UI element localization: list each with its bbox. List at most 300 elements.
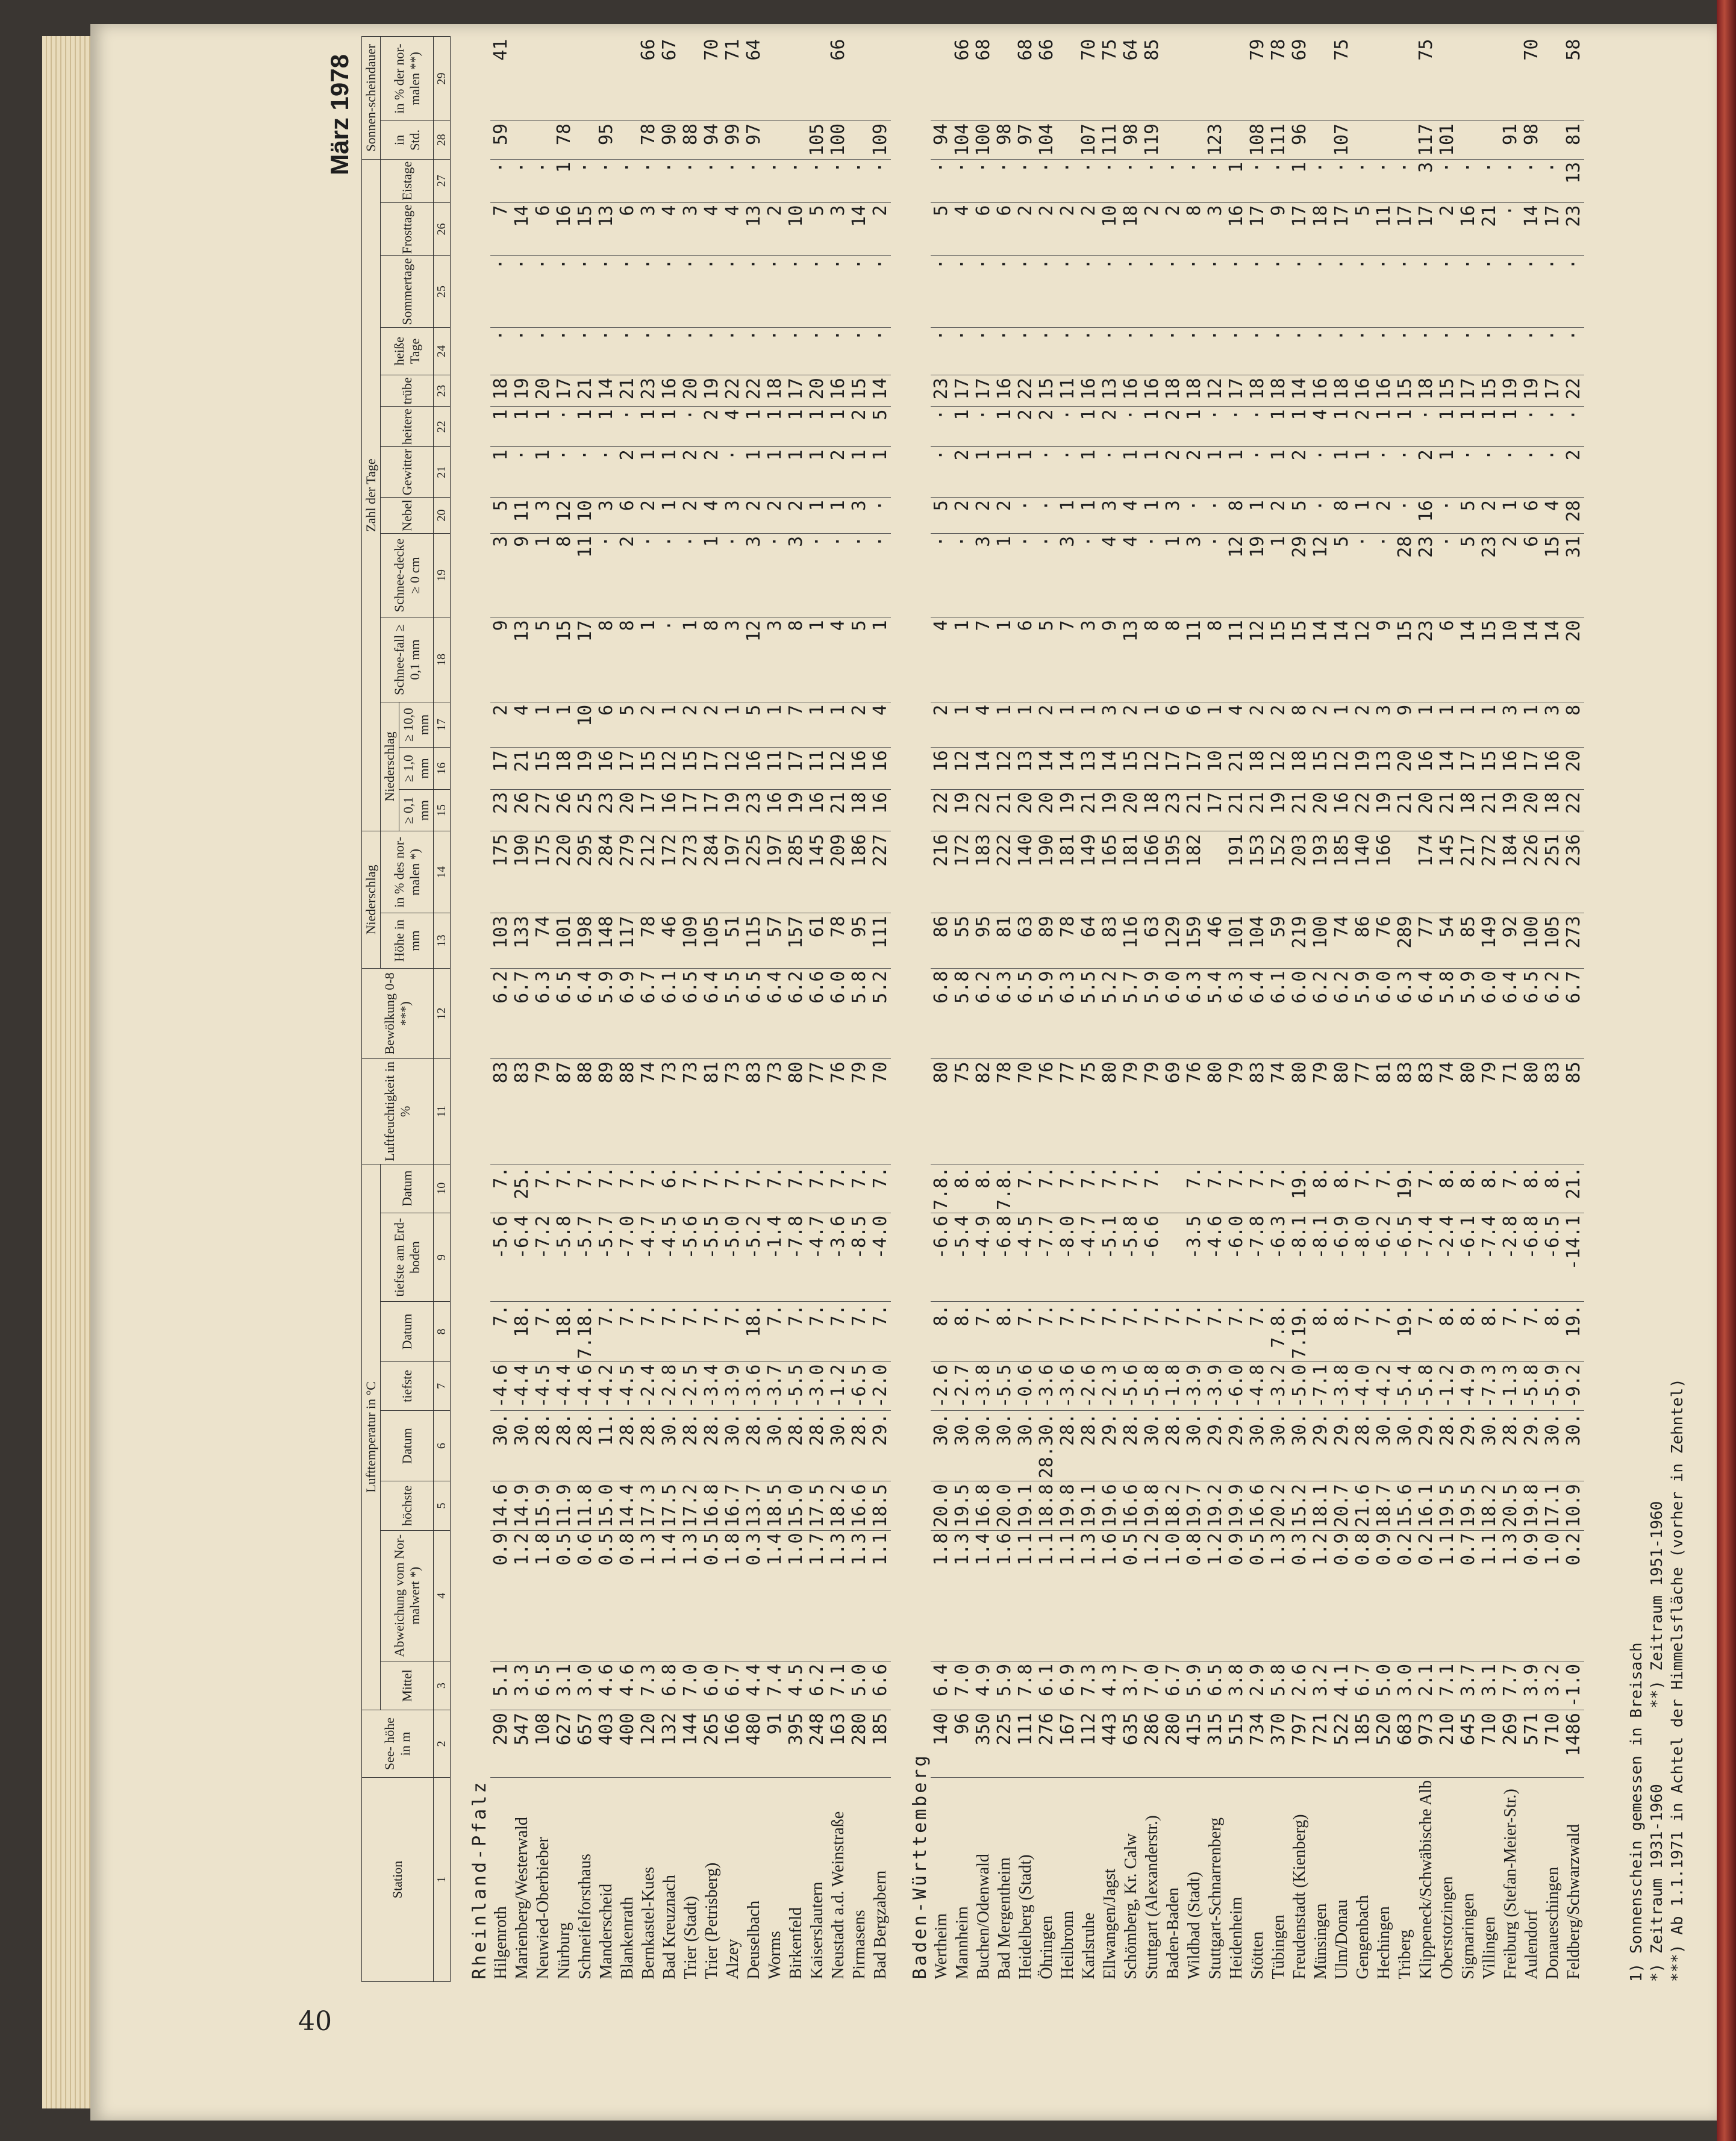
table-cell: 1 <box>1078 407 1099 447</box>
table-cell: 1 <box>1500 498 1521 534</box>
table-cell: 23 <box>596 789 617 831</box>
header-p01: ≥ 0,1 mm <box>399 789 434 831</box>
table-cell: 75 <box>1078 1059 1099 1164</box>
table-row <box>1352 37 1373 1982</box>
table-cell: 18 <box>1120 202 1141 256</box>
table-cell: · <box>1226 256 1247 327</box>
table-cell: 13 <box>1120 617 1141 702</box>
table-cell: 6.3 <box>532 968 554 1059</box>
station-name: Ellwangen/Jagst <box>1100 1868 1119 1980</box>
table-cell: 7. <box>1247 1302 1268 1361</box>
table-cell: · <box>659 617 680 702</box>
table-cell: · <box>1394 159 1416 202</box>
table-cell: 8. <box>994 1302 1015 1361</box>
table-cell: · <box>1289 256 1310 327</box>
table-cell: 75 <box>1099 37 1120 121</box>
table-cell: 480 <box>743 1710 764 1778</box>
table-cell: 6.4 <box>575 968 596 1059</box>
table-cell: 3 <box>1542 702 1563 748</box>
table-cell: 3.9 <box>1521 1661 1542 1710</box>
table-cell: 11 <box>511 498 532 534</box>
table-cell: 73 <box>680 1059 701 1164</box>
table-cell: 7. <box>1141 1164 1163 1213</box>
header-date-lowest: Datum <box>381 1302 434 1361</box>
table-cell: 193 <box>1310 831 1331 913</box>
table-cell: 14 <box>596 375 617 407</box>
table-row <box>532 37 554 1982</box>
table-cell: · <box>1057 327 1078 375</box>
table-cell <box>931 37 952 121</box>
table-cell: 198 <box>575 913 596 968</box>
table-cell: 28. <box>1163 1410 1184 1481</box>
table-cell: -4.5 <box>1015 1213 1036 1302</box>
table-cell: 3.1 <box>1479 1661 1500 1710</box>
table-cell: · <box>931 447 952 498</box>
table-cell: 13 <box>743 202 764 256</box>
header-sun-percent: in % der nor-malen **) <box>381 37 434 121</box>
table-cell: 185 <box>870 1710 891 1778</box>
table-cell: 7. <box>1184 1164 1205 1213</box>
table-cell: 3 <box>680 202 701 256</box>
table-row <box>1289 37 1310 1982</box>
table-cell: 522 <box>1331 1710 1352 1778</box>
column-number: 28 <box>434 120 451 159</box>
table-cell: · <box>701 256 722 327</box>
table-cell: 20 <box>807 375 828 407</box>
table-cell: 89 <box>596 1059 617 1164</box>
table-cell: · <box>1521 256 1542 327</box>
table-cell: 635 <box>1120 1710 1141 1778</box>
table-cell: 89 <box>1036 913 1057 968</box>
table-cell: 3 <box>828 202 849 256</box>
table-cell: · <box>994 159 1015 202</box>
column-number: 18 <box>434 617 451 702</box>
station-name: Heidelberg (Stadt) <box>1016 1854 1035 1980</box>
table-cell: 81 <box>1373 1059 1394 1164</box>
station-name: Aulendorf <box>1522 1910 1541 1980</box>
table-cell: 22 <box>722 375 743 407</box>
table-cell: 16 <box>1331 789 1352 831</box>
table-cell: · <box>575 256 596 327</box>
table-cell: 104 <box>1036 120 1057 159</box>
table-cell: 5.9 <box>1352 968 1373 1059</box>
table-cell: 1.0 <box>1163 1530 1184 1661</box>
table-cell: 166 <box>722 1710 743 1778</box>
table-cell: 22 <box>743 375 764 407</box>
table-row <box>1141 37 1163 1982</box>
table-cell: 6.4 <box>1247 968 1268 1059</box>
table-cell: 16 <box>1373 375 1394 407</box>
table-cell: 18 <box>554 748 575 790</box>
table-cell <box>575 120 596 159</box>
table-row <box>764 37 785 1982</box>
footnotes <box>1626 1378 1688 1982</box>
table-cell: 30. <box>1542 1410 1563 1481</box>
table-cell: 6.5 <box>554 968 575 1059</box>
table-cell: 16.8 <box>701 1481 722 1530</box>
table-cell: 140 <box>1352 831 1373 913</box>
table-cell: 7. <box>785 1302 807 1361</box>
table-cell: 3.2 <box>1542 1661 1563 1710</box>
table-cell: -6.5 <box>1394 1213 1416 1302</box>
table-cell: · <box>870 327 891 375</box>
table-cell: 734 <box>1247 1710 1268 1778</box>
table-cell: -2.7 <box>952 1361 973 1410</box>
table-cell: · <box>1310 159 1331 202</box>
table-cell: -2.6 <box>931 1361 952 1410</box>
table-cell: · <box>1078 159 1099 202</box>
column-number: 3 <box>434 1661 451 1710</box>
table-cell: 83 <box>1099 913 1120 968</box>
table-cell: 80 <box>1099 1059 1120 1164</box>
table-cell: -2.8 <box>659 1361 680 1410</box>
table-cell: -7.1 <box>1310 1361 1331 1410</box>
table-cell: 1 <box>828 702 849 748</box>
table-cell: 14 <box>1437 748 1458 790</box>
table-cell: 29. <box>1205 1410 1226 1481</box>
header-date-highest: Datum <box>381 1410 434 1481</box>
table-cell: 16 <box>1310 375 1331 407</box>
table-cell: 1.2 <box>1310 1530 1331 1661</box>
table-cell: 1.2 <box>1205 1530 1226 1661</box>
table-cell <box>511 120 532 159</box>
table-cell: 1 <box>764 702 785 748</box>
table-cell <box>785 120 807 159</box>
table-cell: -8.1 <box>1310 1213 1331 1302</box>
table-cell: 273 <box>1563 913 1584 968</box>
table-cell: 28. <box>785 1410 807 1481</box>
table-cell: 18.8 <box>1036 1481 1057 1530</box>
table-cell: 19 <box>952 789 973 831</box>
table-cell: 8 <box>1563 702 1584 748</box>
table-cell: 5.2 <box>1099 968 1120 1059</box>
table-cell: 284 <box>596 831 617 913</box>
table-cell: 70 <box>870 1059 891 1164</box>
table-cell: · <box>1036 256 1057 327</box>
table-cell: 3 <box>490 533 511 617</box>
table-cell: 30. <box>722 1410 743 1481</box>
table-cell: 17 <box>1394 202 1416 256</box>
table-cell: 69 <box>1289 37 1310 121</box>
table-cell: 3 <box>596 498 617 534</box>
table-cell: 19 <box>722 789 743 831</box>
table-cell: 3.7 <box>1458 1661 1479 1710</box>
station-name: Feldberg/Schwarzwald <box>1564 1824 1583 1980</box>
table-cell <box>596 37 617 121</box>
table-cell <box>1057 37 1078 121</box>
table-cell: 28. <box>617 1410 638 1481</box>
table-cell: 3 <box>785 533 807 617</box>
table-cell: 1.8 <box>931 1530 952 1661</box>
table-cell: 80 <box>1205 1059 1226 1164</box>
table-cell: 107 <box>1078 120 1099 159</box>
table-row <box>1310 37 1331 1982</box>
table-cell: 1 <box>1141 407 1163 447</box>
column-number: 16 <box>434 748 451 790</box>
table-cell: 95 <box>596 120 617 159</box>
table-cell: 7. <box>659 1302 680 1361</box>
table-cell: 6.5 <box>1521 968 1542 1059</box>
table-cell: 14.9 <box>511 1481 532 1530</box>
table-cell: 5 <box>1289 498 1310 534</box>
table-cell: 0.8 <box>1352 1530 1373 1661</box>
table-cell: 0.5 <box>1120 1530 1141 1661</box>
table-cell: 7. <box>1373 1302 1394 1361</box>
table-cell: 273 <box>680 831 701 913</box>
table-cell: 0.8 <box>617 1530 638 1661</box>
table-cell: 30. <box>1247 1410 1268 1481</box>
table-cell: -7.8 <box>1247 1213 1268 1302</box>
station-name: Tübingen <box>1269 1914 1288 1980</box>
table-cell: · <box>849 256 870 327</box>
table-cell: 1 <box>532 407 554 447</box>
table-cell: · <box>764 533 785 617</box>
table-cell: 7. <box>1373 1164 1394 1213</box>
table-cell: · <box>1521 159 1542 202</box>
table-cell: 14 <box>1289 375 1310 407</box>
table-cell: · <box>659 256 680 327</box>
table-cell: 10 <box>1099 202 1120 256</box>
table-cell: 1 <box>807 447 828 498</box>
table-cell: 109 <box>870 120 891 159</box>
header-precip-percent: in % des nor-malen *) <box>381 831 434 913</box>
table-cell: -5.7 <box>596 1213 617 1302</box>
table-cell: 15.0 <box>785 1481 807 1530</box>
station-name: Hilgenroth <box>491 1906 510 1980</box>
table-cell: -5.8 <box>1120 1213 1141 1302</box>
table-cell: 19 <box>785 789 807 831</box>
table-cell: 78 <box>638 120 659 159</box>
table-cell: 5.9 <box>1184 1661 1205 1710</box>
table-cell: 100 <box>828 120 849 159</box>
table-row <box>701 37 722 1982</box>
table-cell: 21 <box>828 789 849 831</box>
table-cell: 12 <box>554 498 575 534</box>
header-clear: heitere <box>381 407 434 447</box>
station-name: Donaueschingen <box>1543 1866 1562 1980</box>
table-cell: 3 <box>722 498 743 534</box>
table-cell: -4.2 <box>596 1361 617 1410</box>
table-cell: 7. <box>1099 1164 1120 1213</box>
header-p1: ≥ 1,0 mm <box>399 748 434 790</box>
table-cell: · <box>1310 327 1331 375</box>
table-cell: 5 <box>931 202 952 256</box>
table-cell: · <box>1015 159 1036 202</box>
table-cell: 30. <box>1563 1410 1584 1481</box>
page-number: 40 <box>298 2006 332 2037</box>
table-cell: 8. <box>1437 1164 1458 1213</box>
table-cell: 163 <box>828 1710 849 1778</box>
table-cell: 2 <box>785 498 807 534</box>
table-cell: 7. <box>1268 1164 1289 1213</box>
table-cell: 3 <box>1099 702 1120 748</box>
table-cell: 8. <box>952 1302 973 1361</box>
table-cell: 28. <box>680 1410 701 1481</box>
table-cell: 1.1 <box>1057 1530 1078 1661</box>
table-cell: 4.3 <box>1099 1661 1120 1710</box>
table-cell: 19.8 <box>1141 1481 1163 1530</box>
table-cell: 5 <box>1036 617 1057 702</box>
table-cell: 16 <box>931 748 952 790</box>
table-cell: 95 <box>849 913 870 968</box>
table-cell: 7. <box>680 1302 701 1361</box>
table-cell: 108 <box>1247 120 1268 159</box>
table-cell: 7. <box>1057 1164 1078 1213</box>
table-cell: 8. <box>1310 1302 1331 1361</box>
column-number: 8 <box>434 1302 451 1361</box>
table-cell: 14.6 <box>490 1481 511 1530</box>
table-cell: 2.1 <box>1416 1661 1437 1710</box>
table-cell: · <box>659 533 680 617</box>
table-cell: 6.6 <box>807 968 828 1059</box>
table-cell: 4 <box>701 498 722 534</box>
table-cell: · <box>1268 327 1289 375</box>
station-name: Münsingen <box>1311 1903 1330 1980</box>
table-cell: · <box>1226 327 1247 375</box>
station-name: Schneifelforsthaus <box>575 1854 595 1980</box>
table-cell: 8 <box>785 617 807 702</box>
table-cell: 12 <box>1226 533 1247 617</box>
table-cell: 0.2 <box>1394 1530 1416 1661</box>
table-cell: 12 <box>1310 533 1331 617</box>
table-cell: 18 <box>849 789 870 831</box>
table-cell: · <box>617 159 638 202</box>
table-cell: 21 <box>1226 789 1247 831</box>
table-cell: 2 <box>1120 702 1141 748</box>
table-cell: 17 <box>1184 748 1205 790</box>
table-cell <box>1163 120 1184 159</box>
table-cell <box>1479 37 1500 121</box>
table-cell: 2 <box>1563 447 1584 498</box>
table-cell: · <box>743 327 764 375</box>
column-number: 17 <box>434 702 451 748</box>
table-row <box>1416 37 1437 1982</box>
table-cell: 210 <box>1437 1710 1458 1778</box>
table-cell: 3 <box>1184 533 1205 617</box>
table-cell: 6.8 <box>931 968 952 1059</box>
table-cell: 165 <box>1099 831 1120 913</box>
table-cell: 21 <box>1184 789 1205 831</box>
table-cell: 11.9 <box>554 1481 575 1530</box>
table-cell: · <box>1542 256 1563 327</box>
table-cell: 14 <box>870 375 891 407</box>
table-cell: 68 <box>973 37 994 121</box>
table-cell: · <box>511 447 532 498</box>
table-cell: 4 <box>1310 407 1331 447</box>
table-cell: · <box>722 533 743 617</box>
table-cell: 88 <box>575 1059 596 1164</box>
table-cell: 30. <box>764 1410 785 1481</box>
table-cell: 184 <box>1500 831 1521 913</box>
table-cell: 140 <box>931 1710 952 1778</box>
table-cell: · <box>1458 447 1479 498</box>
table-cell: · <box>1205 256 1226 327</box>
table-cell: 97 <box>743 120 764 159</box>
table-cell: 83 <box>1416 1059 1437 1164</box>
table-cell <box>849 37 870 121</box>
station-name: Wildbad (Stadt) <box>1184 1872 1204 1980</box>
table-cell: 18 <box>1268 375 1289 407</box>
table-cell: 14 <box>1521 202 1542 256</box>
station-name: Freiburg (Stefan-Meier-Str.) <box>1500 1789 1520 1980</box>
table-cell: 6.3 <box>1394 968 1416 1059</box>
table-cell: 83 <box>511 1059 532 1164</box>
table-cell: 6.2 <box>1331 968 1352 1059</box>
table-cell: · <box>931 256 952 327</box>
table-cell: 17.1 <box>1542 1481 1563 1530</box>
table-cell: 15 <box>1479 748 1500 790</box>
table-cell: -2.4 <box>638 1361 659 1410</box>
table-cell: 175 <box>532 831 554 913</box>
table-row <box>1036 37 1057 1982</box>
table-cell: 16 <box>1078 375 1099 407</box>
table-cell: 3.1 <box>554 1661 575 1710</box>
table-cell: 8. <box>1331 1164 1352 1213</box>
table-cell: 79 <box>849 1059 870 1164</box>
table-cell: 112 <box>1078 1710 1099 1778</box>
table-cell: 6.5 <box>743 968 764 1059</box>
table-cell: 0.8 <box>1184 1530 1205 1661</box>
table-cell: 3 <box>1099 498 1120 534</box>
table-cell: 73 <box>764 1059 785 1164</box>
table-cell: 6.2 <box>785 968 807 1059</box>
table-cell: 181 <box>1057 831 1078 913</box>
table-cell: 74 <box>638 1059 659 1164</box>
header-snow-fall: Schnee-fall ≥ 0,1 mm <box>381 617 434 702</box>
table-cell: 167 <box>1057 1710 1078 1778</box>
table-cell: -8.0 <box>1057 1213 1078 1302</box>
table-cell: 6.7 <box>1163 1661 1184 1710</box>
table-cell: -5.8 <box>1141 1361 1163 1410</box>
table-cell: 23 <box>1416 617 1437 702</box>
table-cell: 13 <box>596 202 617 256</box>
table-cell: -5.8 <box>1416 1361 1437 1410</box>
table-cell: 111 <box>870 913 891 968</box>
table-cell: 7.0 <box>952 1661 973 1710</box>
table-cell: 1 <box>1437 447 1458 498</box>
table-cell: 11 <box>807 748 828 790</box>
table-cell: · <box>490 327 511 375</box>
table-cell: 5 <box>1458 533 1479 617</box>
table-cell <box>1205 37 1226 121</box>
table-cell: 1 <box>511 407 532 447</box>
table-cell: 6.3 <box>1226 968 1247 1059</box>
station-name: Schömberg, Kr. Calw <box>1121 1833 1140 1980</box>
table-cell: 77 <box>1352 1059 1373 1164</box>
table-cell: 225 <box>743 831 764 913</box>
table-cell: 7 <box>1057 617 1078 702</box>
table-cell: 166 <box>1373 831 1394 913</box>
table-cell: 6.2 <box>1542 968 1563 1059</box>
table-cell: 6.5 <box>1015 968 1036 1059</box>
table-cell: 2 <box>828 447 849 498</box>
table-cell: 1 <box>596 407 617 447</box>
table-cell: 547 <box>511 1710 532 1778</box>
table-cell: 16.6 <box>1247 1481 1268 1530</box>
table-cell: 15.0 <box>596 1481 617 1530</box>
table-cell: · <box>1163 327 1184 375</box>
table-cell: 7. <box>1099 1302 1120 1361</box>
table-cell: 77 <box>1057 1059 1078 1164</box>
table-cell: · <box>1099 447 1120 498</box>
table-cell: · <box>511 159 532 202</box>
table-cell: 6 <box>1437 617 1458 702</box>
table-cell: 30. <box>973 1410 994 1481</box>
station-name: Heilbronn <box>1058 1910 1077 1980</box>
table-cell: 29. <box>1331 1410 1352 1481</box>
table-cell: · <box>1521 447 1542 498</box>
table-cell: 14 <box>1521 617 1542 702</box>
